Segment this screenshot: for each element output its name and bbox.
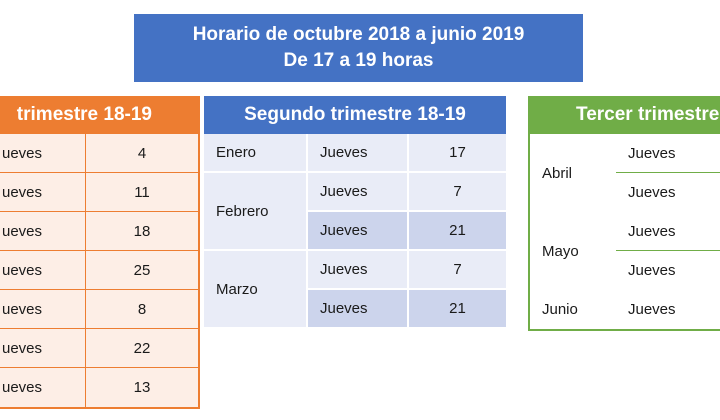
table-row [0,251,198,290]
month-cell: Junio [530,290,616,329]
date-cell: 7 [409,251,506,290]
day-cell: ueves [0,251,86,290]
date-cell: 17 [409,134,506,173]
table-row [308,251,506,290]
day-cell: Jueves [616,173,720,212]
date-cell: 22 [86,329,198,368]
day-cell: ueves [0,173,86,212]
day-cell: Jueves [616,251,720,290]
month-cell: Abril [530,134,616,212]
table-row [204,134,506,173]
date-cell: 21 [409,290,506,329]
month-cell: Mayo [530,212,616,290]
table-row [0,212,198,251]
first-trimester-header: trimestre 18-19 [0,96,198,134]
table-row [308,290,506,329]
day-cell: Jueves [616,290,720,329]
second-trimester-table [204,96,506,329]
table-row [0,134,198,173]
table-row [308,212,506,251]
day-cell: ueves [0,134,86,173]
schedule-banner [134,14,583,82]
table-row [530,212,720,290]
day-cell: ueves [0,329,86,368]
day-cell: Jueves [308,251,409,290]
first-trimester-table [0,96,200,409]
table-row [616,212,720,251]
table-row [0,290,198,329]
third-trimester-header: Tercer trimestre [530,96,720,134]
month-cell: Marzo [204,251,308,329]
banner-line-1: Horario de octubre 2018 a junio 2019 [192,24,525,46]
table-row [530,134,720,212]
banner-line-2: De 17 a 19 horas [283,50,434,71]
day-cell: Jueves [616,212,720,251]
day-cell: Jueves [308,134,409,173]
third-trimester-table [528,96,720,331]
date-cell: 13 [86,368,198,407]
date-cell: 25 [86,251,198,290]
month-cell: Febrero [204,173,308,251]
table-row [204,251,506,329]
table-row [0,329,198,368]
day-cell: ueves [0,212,86,251]
day-cell: Jueves [308,173,409,212]
date-cell: 18 [86,212,198,251]
day-cell: ueves [0,368,86,407]
month-cell: Enero [204,134,308,173]
day-cell: ueves [0,290,86,329]
table-row [616,173,720,212]
table-row [204,173,506,251]
date-cell: 7 [409,173,506,212]
table-row [616,251,720,290]
date-cell: 21 [409,212,506,251]
table-row [530,290,720,329]
date-cell: 4 [86,134,198,173]
table-row [0,368,198,407]
table-row [616,134,720,173]
table-row [308,173,506,212]
day-cell: Jueves [616,134,720,173]
day-cell: Jueves [308,290,409,329]
day-cell: Jueves [308,212,409,251]
second-trimester-header: Segundo trimestre 18-19 [204,96,506,134]
date-cell: 11 [86,173,198,212]
date-cell: 8 [86,290,198,329]
table-row [0,173,198,212]
